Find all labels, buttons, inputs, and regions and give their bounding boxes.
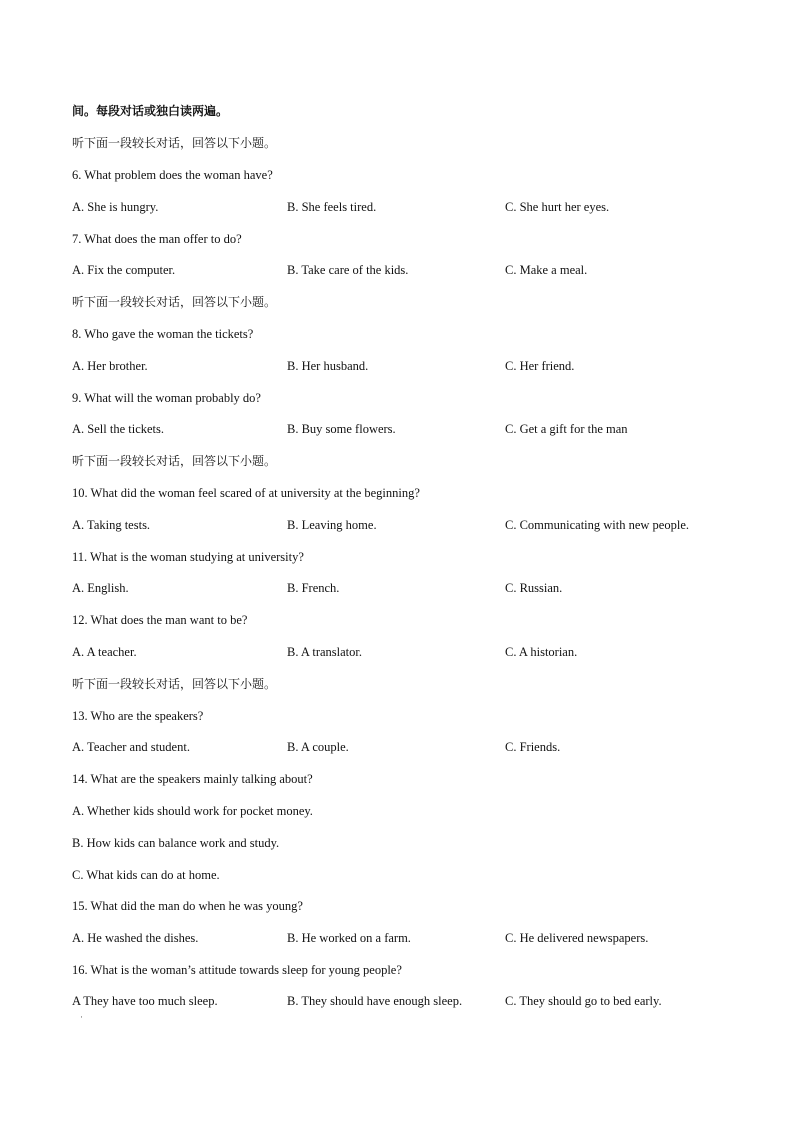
- option-7b: B. Take care of the kids.: [287, 263, 409, 277]
- option-14b: B. How kids can balance work and study.: [72, 836, 280, 850]
- option-12c: C. A historian.: [505, 645, 578, 659]
- option-11b: B. French.: [287, 581, 340, 595]
- option-15b: B. He worked on a farm.: [287, 931, 411, 945]
- option-11c: C. Russian.: [505, 581, 563, 595]
- option-8b: B. Her husband.: [287, 359, 369, 373]
- option-14c: C. What kids can do at home.: [72, 868, 220, 882]
- stray-mark: ·: [80, 1012, 83, 1022]
- option-9b: B. Buy some flowers.: [287, 422, 396, 436]
- option-12b: B. A translator.: [287, 645, 362, 659]
- option-13a: A. Teacher and student.: [72, 740, 190, 754]
- question-13: 13. Who are the speakers?: [72, 709, 204, 723]
- question-10: 10. What did the woman feel scared of at university at the beginning?: [72, 486, 420, 500]
- option-9c: C. Get a gift for the man: [505, 422, 628, 436]
- question-12: 12. What does the man want to be?: [72, 613, 248, 627]
- intro-text: 间。每段对话或独白读两遍。: [72, 104, 229, 118]
- option-13b: B. A couple.: [287, 740, 349, 754]
- option-15c: C. He delivered newspapers.: [505, 931, 649, 945]
- question-8: 8. Who gave the woman the tickets?: [72, 327, 254, 341]
- option-7a: A. Fix the computer.: [72, 263, 176, 277]
- option-9a: A. Sell the tickets.: [72, 422, 164, 436]
- section-instruction: 听下面一段较长对话，回答以下小题。: [72, 454, 277, 468]
- option-10b: B. Leaving home.: [287, 518, 377, 532]
- option-6a: A. She is hungry.: [72, 200, 159, 214]
- option-12a: A. A teacher.: [72, 645, 137, 659]
- option-8c: C. Her friend.: [505, 359, 575, 373]
- option-10c: C. Communicating with new people.: [505, 518, 690, 532]
- section-instruction: 听下面一段较长对话，回答以下小题。: [72, 677, 277, 691]
- option-11a: A. English.: [72, 581, 129, 595]
- question-9: 9. What will the woman probably do?: [72, 391, 261, 405]
- option-13c: C. Friends.: [505, 740, 561, 754]
- question-6: 6. What problem does the woman have?: [72, 168, 273, 182]
- option-16a: A They have too much sleep.: [72, 994, 218, 1008]
- question-14: 14. What are the speakers mainly talking about?: [72, 772, 313, 786]
- option-8a: A. Her brother.: [72, 359, 148, 373]
- section-instruction: 听下面一段较长对话，回答以下小题。: [72, 136, 277, 150]
- option-16b: B. They should have enough sleep.: [287, 994, 463, 1008]
- question-11: 11. What is the woman studying at university?: [72, 550, 304, 564]
- question-7: 7. What does the man offer to do?: [72, 232, 242, 246]
- question-16: 16. What is the woman’s attitude towards sleep for young people?: [72, 963, 402, 977]
- option-15a: A. He washed the dishes.: [72, 931, 199, 945]
- option-14a: A. Whether kids should work for pocket money.: [72, 804, 313, 818]
- option-6b: B. She feels tired.: [287, 200, 377, 214]
- option-7c: C. Make a meal.: [505, 263, 588, 277]
- option-16c: C. They should go to bed early.: [505, 994, 662, 1008]
- option-6c: C. She hurt her eyes.: [505, 200, 610, 214]
- question-15: 15. What did the man do when he was young?: [72, 899, 303, 913]
- option-10a: A. Taking tests.: [72, 518, 151, 532]
- section-instruction: 听下面一段较长对话，回答以下小题。: [72, 295, 277, 309]
